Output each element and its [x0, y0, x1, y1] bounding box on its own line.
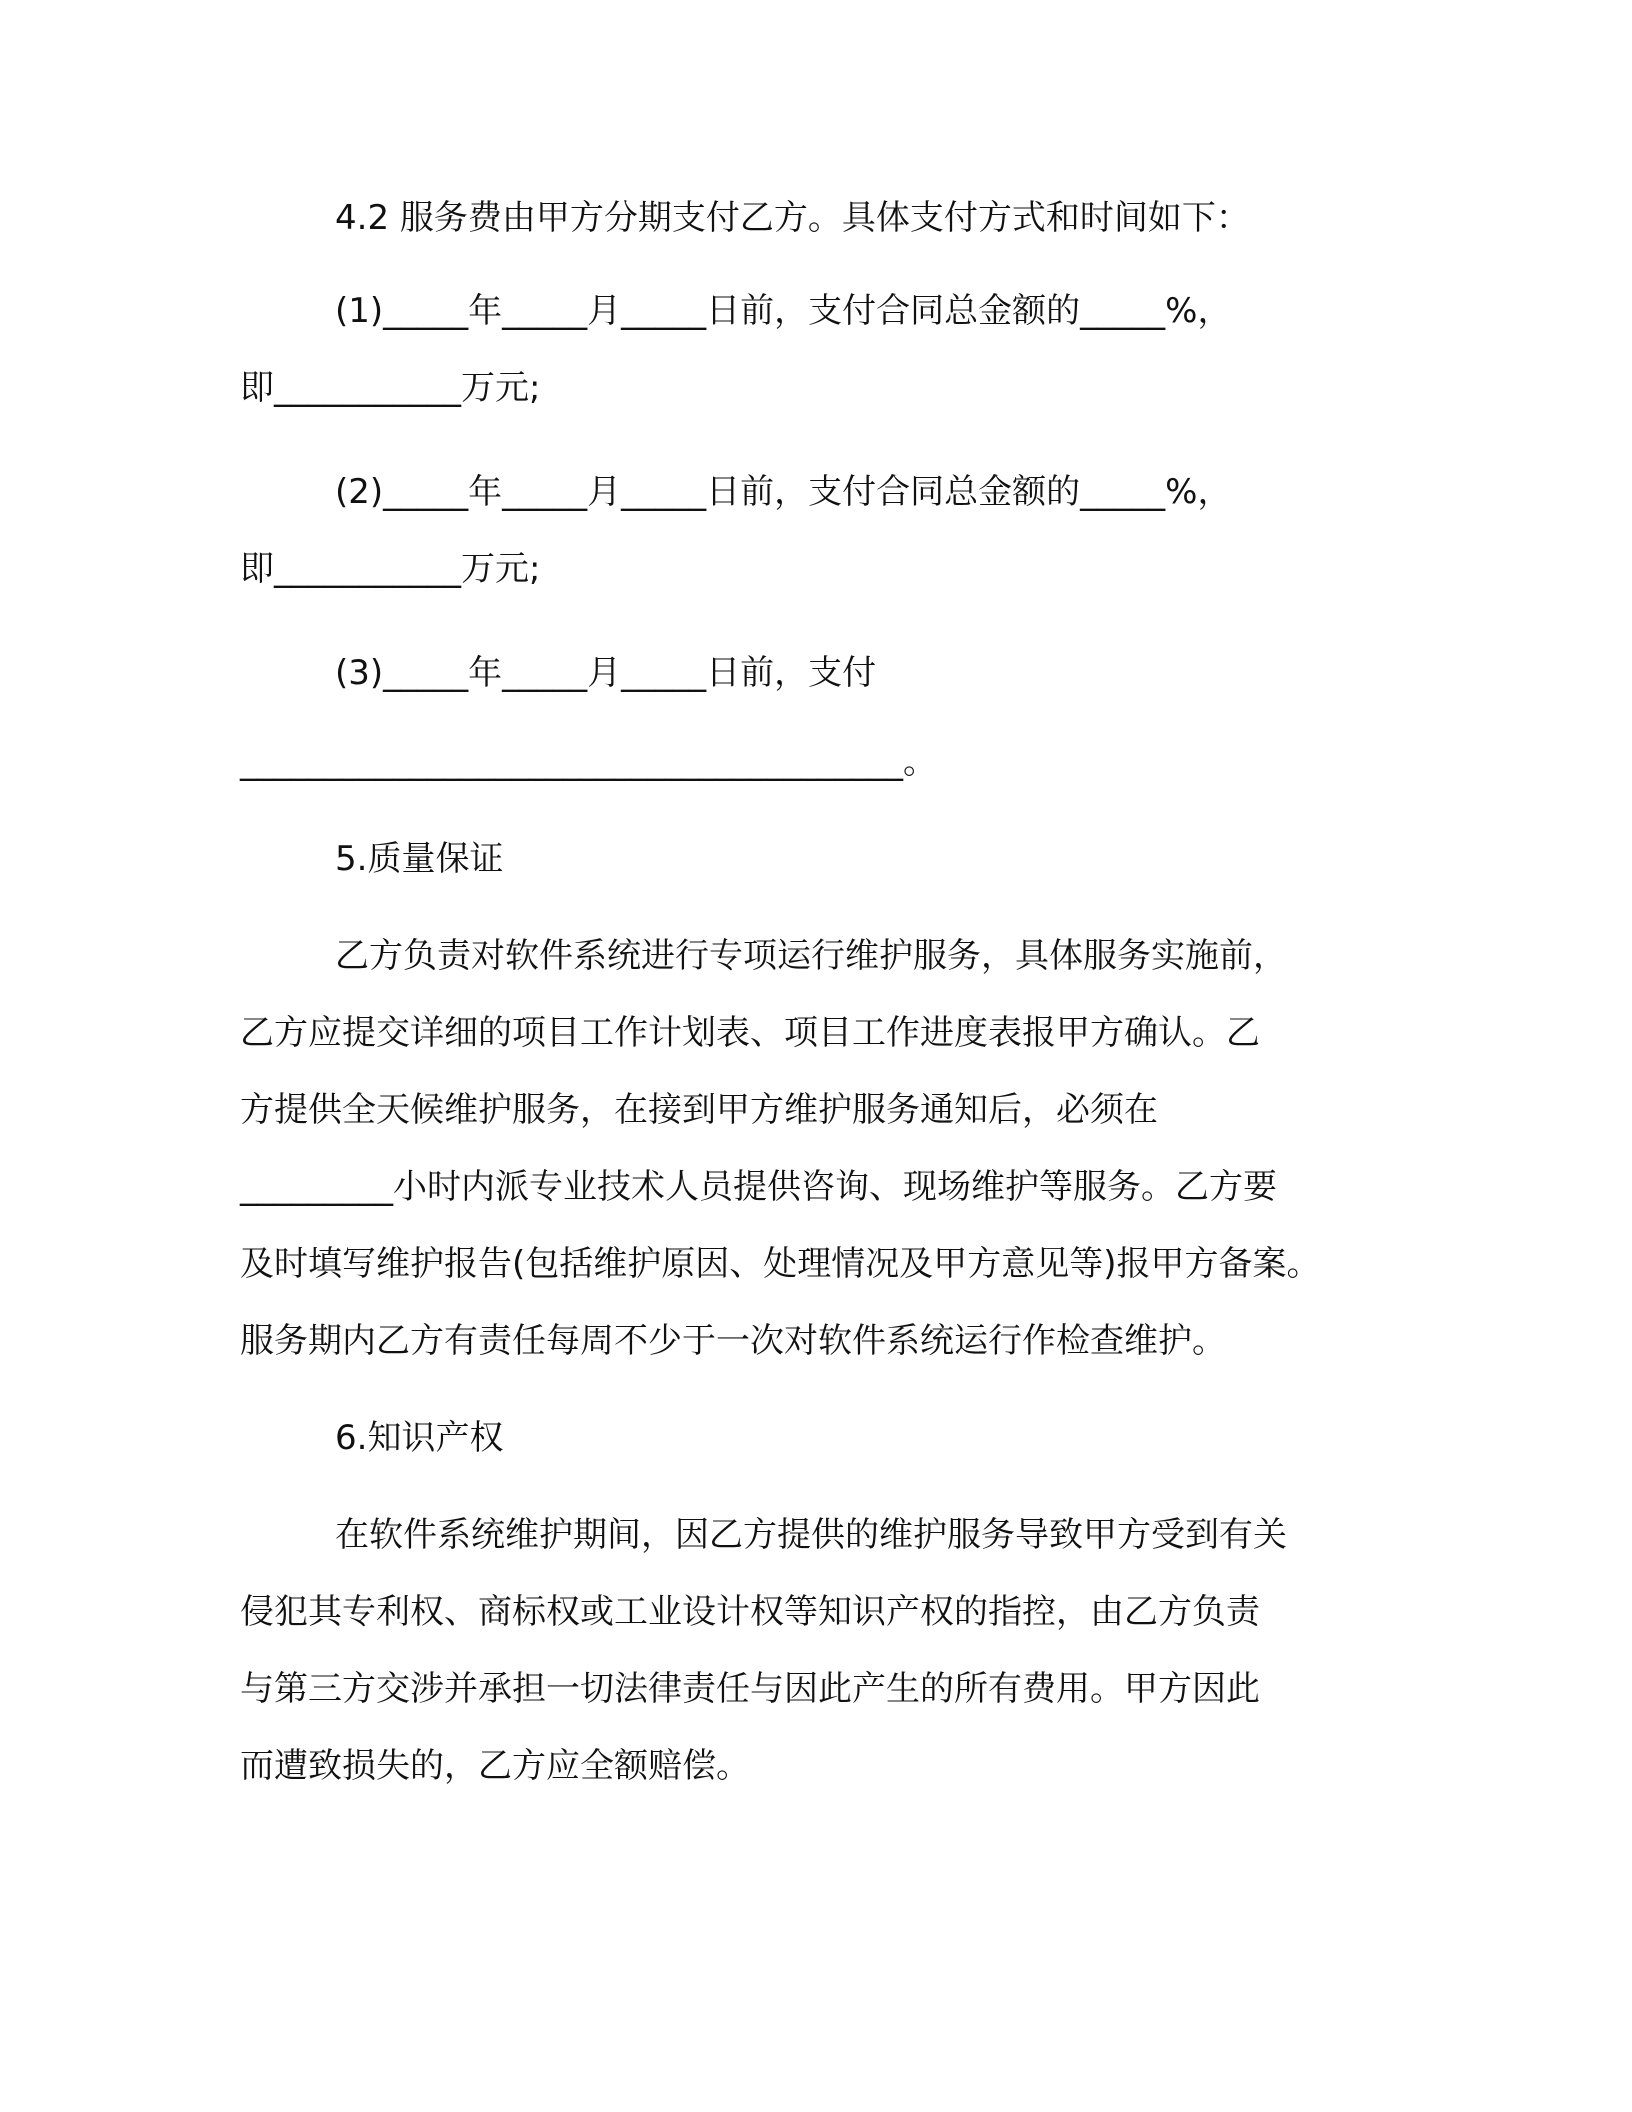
payment-item-2-date-line: (2)_____年_____月_____日前，支付合同总金额的_____%， — [335, 472, 1232, 512]
payment-item-3-blank-line: _______________________________________。 — [240, 742, 937, 782]
section-6-line-1: 在软件系统维护期间，因乙方提供的维护服务导致甲方受到有关 — [335, 1515, 1287, 1555]
section-6-line-2: 侵犯其专利权、商标权或工业设计权等知识产权的指控，由乙方负责 — [240, 1592, 1260, 1632]
clause-4-2-heading: 4.2 服务费由甲方分期支付乙方。具体支付方式和时间如下： — [335, 198, 1250, 238]
section-5-line-3: 方提供全天候维护服务，在接到甲方维护服务通知后，必须在 — [240, 1090, 1158, 1130]
section-5-title: 5.质量保证 — [335, 839, 504, 879]
payment-item-1-amount-line: 即___________万元; — [240, 368, 541, 408]
section-5-line-4: _________小时内派专业技术人员提供咨询、现场维护等服务。乙方要 — [240, 1167, 1277, 1207]
section-5-line-1: 乙方负责对软件系统进行专项运行维护服务，具体服务实施前， — [335, 936, 1287, 976]
section-5-line-6: 服务期内乙方有责任每周不少于一次对软件系统运行作检查维护。 — [240, 1321, 1226, 1361]
section-6-line-4: 而遭致损失的，乙方应全额赔偿。 — [240, 1746, 750, 1786]
section-5-line-5: 及时填写维护报告(包括维护原因、处理情况及甲方意见等)报甲方备案。 — [240, 1244, 1321, 1284]
document-body — [240, 188, 1440, 1813]
payment-item-3-date-line: (3)_____年_____月_____日前，支付 — [335, 653, 877, 693]
section-6-title: 6.知识产权 — [335, 1418, 504, 1458]
section-6-line-3: 与第三方交涉并承担一切法律责任与因此产生的所有费用。甲方因此 — [240, 1669, 1260, 1709]
payment-item-1-date-line: (1)_____年_____月_____日前，支付合同总金额的_____%， — [335, 291, 1232, 331]
section-5-line-2: 乙方应提交详细的项目工作计划表、项目工作进度表报甲方确认。乙 — [240, 1013, 1260, 1053]
payment-item-2-amount-line: 即___________万元; — [240, 549, 541, 589]
